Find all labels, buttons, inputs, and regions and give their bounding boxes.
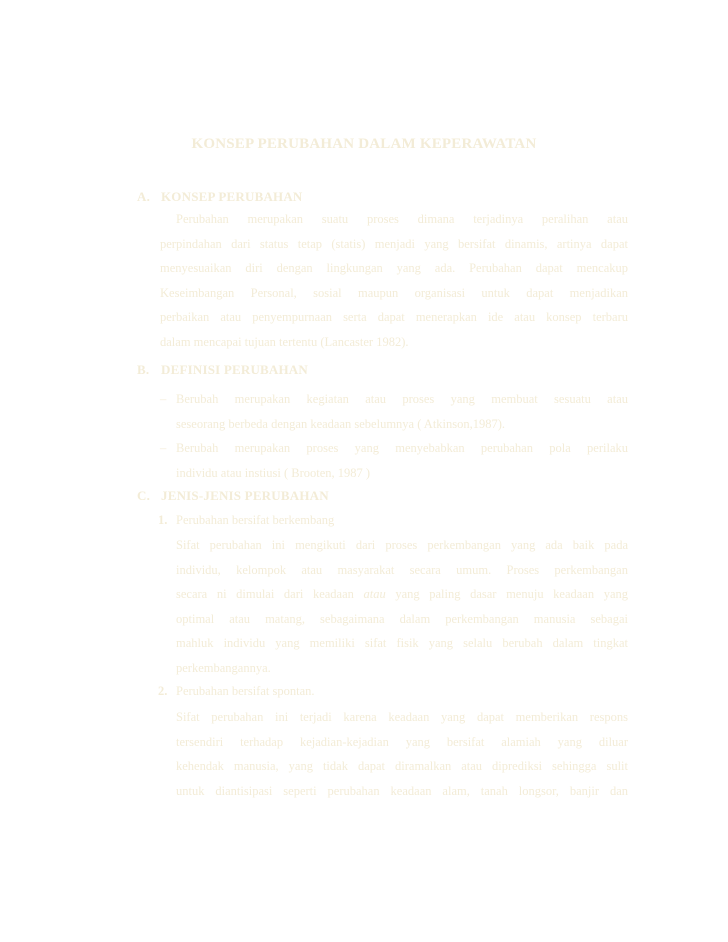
definition-item	[160, 436, 628, 485]
dash-bullet: –	[160, 392, 167, 406]
section-c-heading	[137, 488, 329, 504]
paragraph-line: mahluk individu yang memiliki sifat fisik yang selalu berubah dalam tingkat	[176, 636, 628, 650]
text-segment: secara ni dimulai dari keadaan	[176, 587, 354, 601]
section-a-label: A.	[137, 189, 151, 204]
paragraph-line: optimal atau matang, sebagaimana dalam perkembangan manusia sebagai	[176, 611, 628, 626]
paragraph-line: dalam mencapai tujuan tertentu (Lancaster 1982).	[160, 334, 409, 349]
paragraph-line: Sifat perubahan ini terjadi karena keadaan yang dapat memberikan respons	[176, 710, 628, 724]
section-b-title: DEFINISI PERUBAHAN	[161, 362, 308, 377]
paragraph-line: perkembangannya.	[176, 660, 271, 675]
item-number: 2.	[158, 684, 168, 698]
change-type-2-heading	[158, 684, 315, 699]
section-a-paragraph	[160, 207, 628, 354]
change-type-2-paragraph	[176, 705, 628, 803]
section-c-title: JENIS-JENIS PERUBAHAN	[161, 488, 329, 503]
paragraph-line: Keseimbangan Personal, sosial maupun organisasi untuk dapat menjadikan	[160, 285, 628, 300]
document-title: KONSEP PERUBAHAN DALAM KEPERAWATAN	[191, 136, 537, 152]
definition-line: Berubah merupakan proses yang menyebabkan perubahan pola perilaku	[176, 441, 628, 455]
paragraph-line: tersendiri terhadap kejadian-kejadian yang bersifat alamiah yang diluar	[176, 734, 628, 749]
paragraph-line: menyesuaikan diri dengan lingkungan yang ada. Perubahan dapat mencakup	[160, 261, 628, 275]
section-b-heading	[137, 362, 308, 378]
paragraph-line: perbaikan atau penyempurnaan serta dapat menerapkan ide atau konsep terbaru	[160, 310, 628, 324]
paragraph-line: Sifat perubahan ini mengikuti dari proses perkembangan yang ada baik pada	[176, 538, 628, 552]
paragraph-line: untuk diantisipasi seperti perubahan keadaan alam, tanah longsor, banjir dan	[176, 783, 628, 798]
definition-line: seseorang berbeda dengan keadaan sebelumnya ( Atkinson,1987).	[176, 416, 506, 431]
definition-line: individu atau instiusi ( Brooten, 1987 )	[176, 465, 371, 480]
item-title: Perubahan bersifat berkembang	[176, 513, 335, 527]
paragraph-line	[176, 582, 628, 607]
change-type-1-heading	[158, 513, 334, 528]
definition-line: Berubah merupakan kegiatan atau proses yang membuat sesuatu atau	[176, 392, 628, 406]
section-b-label: B.	[137, 362, 150, 377]
paragraph-line: kehendak manusia, yang tidak dapat diramalkan atau diprediksi sehingga sulit	[176, 759, 628, 773]
item-title: Perubahan bersifat spontan.	[176, 684, 315, 698]
change-type-1-paragraph	[176, 533, 628, 680]
item-number: 1.	[158, 513, 168, 527]
definition-item	[160, 387, 628, 436]
text-segment: yang paling dasar menuju keadaan yang	[395, 587, 628, 601]
paragraph-line: individu, kelompok atau masyarakat secara umum. Proses perkembangan	[176, 562, 628, 577]
paragraph-line: Perubahan merupakan suatu proses dimana terjadinya peralihan atau	[176, 212, 628, 226]
section-a-heading	[137, 189, 303, 205]
dash-bullet: –	[160, 441, 167, 455]
section-c-label: C.	[137, 488, 151, 503]
section-a-title: KONSEP PERUBAHAN	[161, 189, 303, 204]
italic-word: atau	[363, 587, 386, 601]
paragraph-line: perpindahan dari status tetap (statis) menjadi yang bersifat dinamis, artinya dapat	[160, 236, 628, 251]
